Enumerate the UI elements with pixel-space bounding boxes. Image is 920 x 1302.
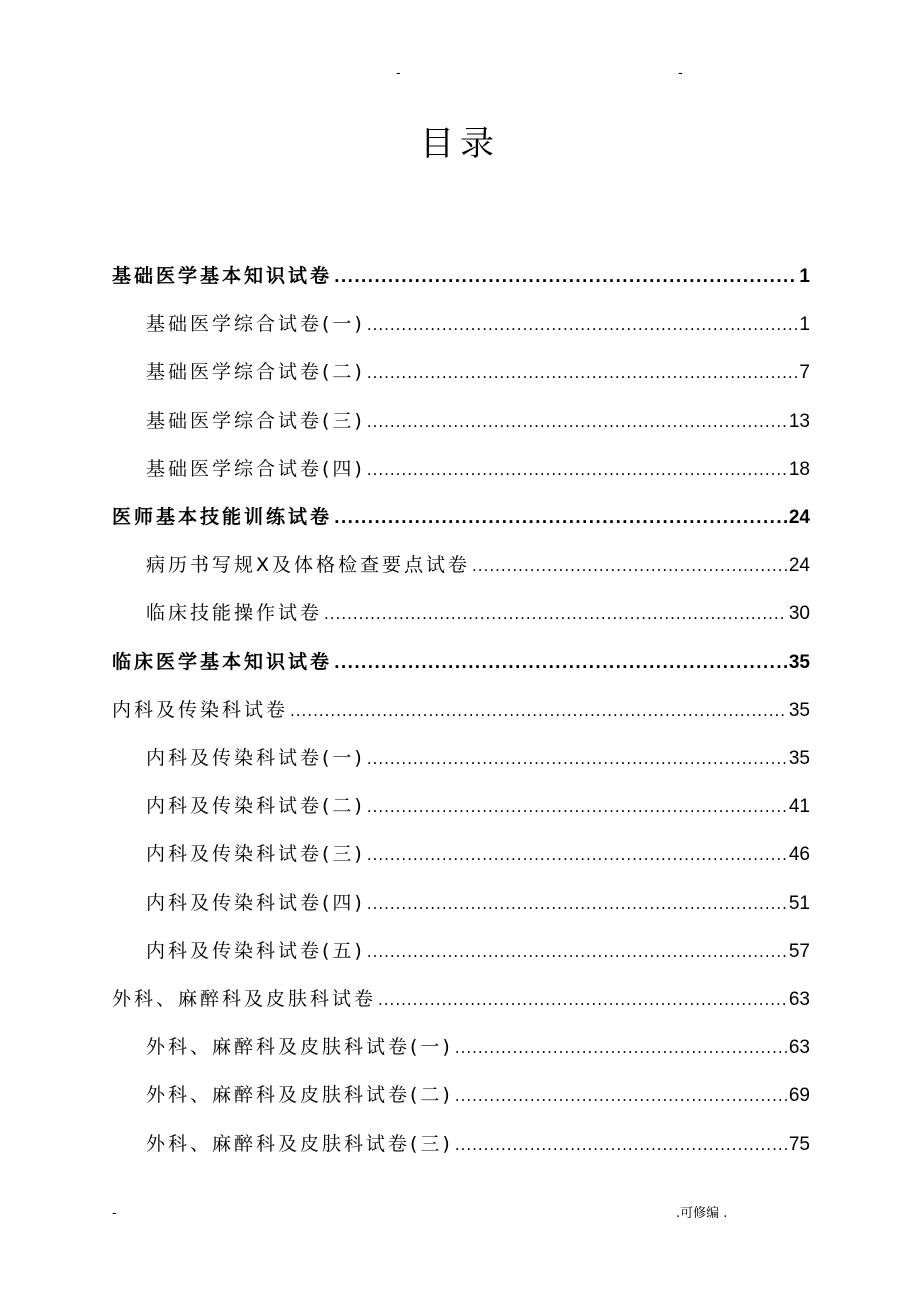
toc-entry-title: 基础医学基本知识试卷	[112, 265, 333, 287]
toc-dot-leader	[472, 542, 787, 590]
toc-entry-page-number: 46	[788, 844, 810, 866]
toc-entry-page-number: 30	[788, 603, 810, 625]
header-right-mark: -	[678, 66, 683, 81]
toc-entry-title: 基础医学综合试卷(一)	[146, 313, 365, 336]
footer-right-text: .可修编 .	[676, 1206, 728, 1221]
toc-dot-leader	[455, 1024, 787, 1072]
toc-entry-page-number: 75	[788, 1133, 810, 1155]
toc-entry[interactable]	[146, 1120, 810, 1168]
toc-entry[interactable]	[146, 782, 810, 830]
toc-entry-page-number: 41	[788, 796, 810, 818]
toc-entry[interactable]	[146, 830, 810, 878]
toc-entry-page-number: 63	[788, 989, 810, 1010]
toc-entry-page-number: 35	[788, 651, 810, 673]
toc-entry-page-number: 1	[799, 266, 810, 287]
toc-entry-title: 外科、麻醉科及皮肤科试卷(三)	[146, 1132, 453, 1155]
toc-entry[interactable]	[146, 541, 810, 589]
toc-entry-title: 临床技能操作试卷	[146, 602, 323, 625]
page-title: 目录	[420, 124, 500, 164]
toc-entry-title: 病历书写规X及体格检查要点试卷	[146, 554, 471, 577]
footer-left-mark: -	[112, 1206, 117, 1221]
toc-entry[interactable]	[146, 1023, 810, 1071]
toc-entry-page-number: 63	[788, 1037, 810, 1059]
toc-dot-leader	[378, 976, 787, 1024]
toc-dot-leader	[455, 1072, 787, 1120]
toc-entry-page-number: 24	[788, 507, 810, 528]
toc-entry[interactable]	[112, 975, 810, 1023]
toc-dot-leader	[334, 494, 787, 542]
toc-dot-leader	[324, 590, 787, 638]
toc-entry-title: 内科及传染科试卷(四)	[146, 891, 365, 914]
toc-entry[interactable]	[146, 589, 810, 637]
toc-dot-leader	[367, 928, 787, 976]
toc-entry-page-number: 1	[799, 314, 810, 336]
toc-entry[interactable]	[146, 348, 810, 396]
toc-dot-leader	[367, 301, 798, 349]
toc-entry-title: 内科及传染科试卷(五)	[146, 939, 365, 962]
toc-entry-title: 基础医学综合试卷(四)	[146, 457, 365, 480]
header-left-mark: -	[396, 66, 401, 81]
toc-dot-leader	[367, 880, 787, 928]
toc-dot-leader	[367, 831, 787, 879]
toc-entry-title: 外科、麻醉科及皮肤科试卷	[112, 988, 377, 1010]
toc-entry-page-number: 57	[788, 940, 810, 962]
toc-entry-title: 内科及传染科试卷(三)	[146, 843, 365, 866]
toc-entry[interactable]	[146, 879, 810, 927]
toc-entry[interactable]	[112, 252, 810, 300]
toc-entry-title: 内科及传染科试卷	[112, 698, 289, 721]
toc-entry-page-number: 13	[788, 410, 810, 432]
toc-entry-title: 临床医学基本知识试卷	[112, 650, 333, 673]
toc-entry-page-number: 7	[799, 362, 810, 384]
toc-dot-leader	[367, 446, 787, 494]
toc-dot-leader	[367, 398, 787, 446]
toc-entry-page-number: 35	[788, 748, 810, 769]
toc-entry-page-number: 24	[788, 555, 810, 577]
toc-dot-leader	[455, 1121, 787, 1169]
toc-entry[interactable]	[146, 300, 810, 348]
toc-entry[interactable]	[112, 686, 810, 734]
toc-entry[interactable]	[146, 397, 810, 445]
toc-dot-leader	[290, 687, 787, 735]
toc-entry[interactable]	[112, 638, 810, 686]
toc-entry-page-number: 51	[788, 892, 810, 914]
toc-entry-title: 外科、麻醉科及皮肤科试卷(二)	[146, 1084, 453, 1107]
toc-entry[interactable]	[146, 734, 810, 782]
toc-entry[interactable]	[146, 1071, 810, 1119]
toc-entry[interactable]	[112, 493, 810, 541]
toc-entry-title: 医师基本技能训练试卷	[112, 506, 333, 528]
toc-entry-page-number: 18	[788, 458, 810, 480]
toc-entry-title: 基础医学综合试卷(三)	[146, 409, 365, 432]
toc-entry-title: 内科及传染科试卷(一)	[146, 747, 365, 769]
toc-dot-leader	[367, 349, 798, 397]
toc-entry-page-number: 69	[788, 1085, 810, 1107]
toc-dot-leader	[367, 735, 787, 783]
toc-entry-title: 基础医学综合试卷(二)	[146, 361, 365, 384]
toc-dot-leader	[334, 253, 797, 301]
toc-dot-leader	[367, 783, 787, 831]
toc-entry-page-number: 35	[788, 699, 810, 721]
toc-entry[interactable]	[146, 445, 810, 493]
toc-entry-title: 外科、麻醉科及皮肤科试卷(一)	[146, 1036, 453, 1059]
toc-entry-title: 内科及传染科试卷(二)	[146, 795, 365, 818]
toc-entry[interactable]	[146, 927, 810, 975]
toc-dot-leader	[334, 639, 787, 687]
